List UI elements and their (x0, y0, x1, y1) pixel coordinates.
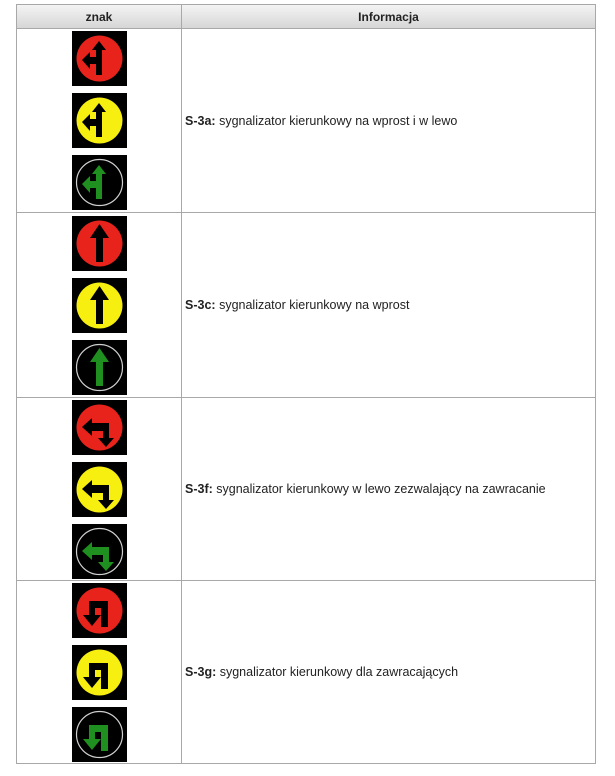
red-straight-arrow-icon (72, 216, 127, 271)
yellow-left-uturn-arrow-icon (72, 462, 127, 517)
red-straight-left-arrow-icon (72, 31, 127, 86)
info-cell (182, 581, 595, 763)
header-sign-column: znak (17, 5, 182, 29)
info-cell (182, 29, 595, 212)
signal-description: sygnalizator kierunkowy na wprost (219, 298, 410, 312)
info-cell (182, 398, 595, 580)
signal-description: sygnalizator kierunkowy w lewo zezwalający na zawracanie (216, 482, 546, 496)
red-uturn-arrow-icon (72, 583, 127, 638)
green-straight-left-arrow-icon (72, 155, 127, 210)
sign-cell (17, 581, 182, 763)
header-info-column: Informacja (182, 5, 595, 29)
green-straight-arrow-icon (72, 340, 127, 395)
table-row (17, 581, 595, 763)
signal-description: sygnalizator kierunkowy dla zawracających (219, 665, 459, 679)
sign-cell (17, 29, 182, 212)
info-cell (182, 213, 595, 397)
table-row (17, 213, 595, 398)
yellow-uturn-arrow-icon (72, 645, 127, 700)
table-row (17, 398, 595, 581)
yellow-straight-left-arrow-icon (72, 93, 127, 148)
signal-code: S-3g: (185, 665, 217, 679)
green-uturn-arrow-icon (72, 707, 127, 762)
signals-table (16, 4, 596, 764)
signal-description: sygnalizator kierunkowy na wprost i w lewo (219, 113, 458, 128)
sign-cell (17, 213, 182, 397)
sign-cell (17, 398, 182, 580)
signal-code: S-3a: (185, 113, 216, 128)
signal-code: S-3f: (185, 482, 213, 496)
table-row (17, 29, 595, 213)
green-left-uturn-arrow-icon (72, 524, 127, 579)
table-header (17, 5, 595, 29)
signal-code: S-3c: (185, 298, 216, 312)
red-left-uturn-arrow-icon (72, 400, 127, 455)
yellow-straight-arrow-icon (72, 278, 127, 333)
